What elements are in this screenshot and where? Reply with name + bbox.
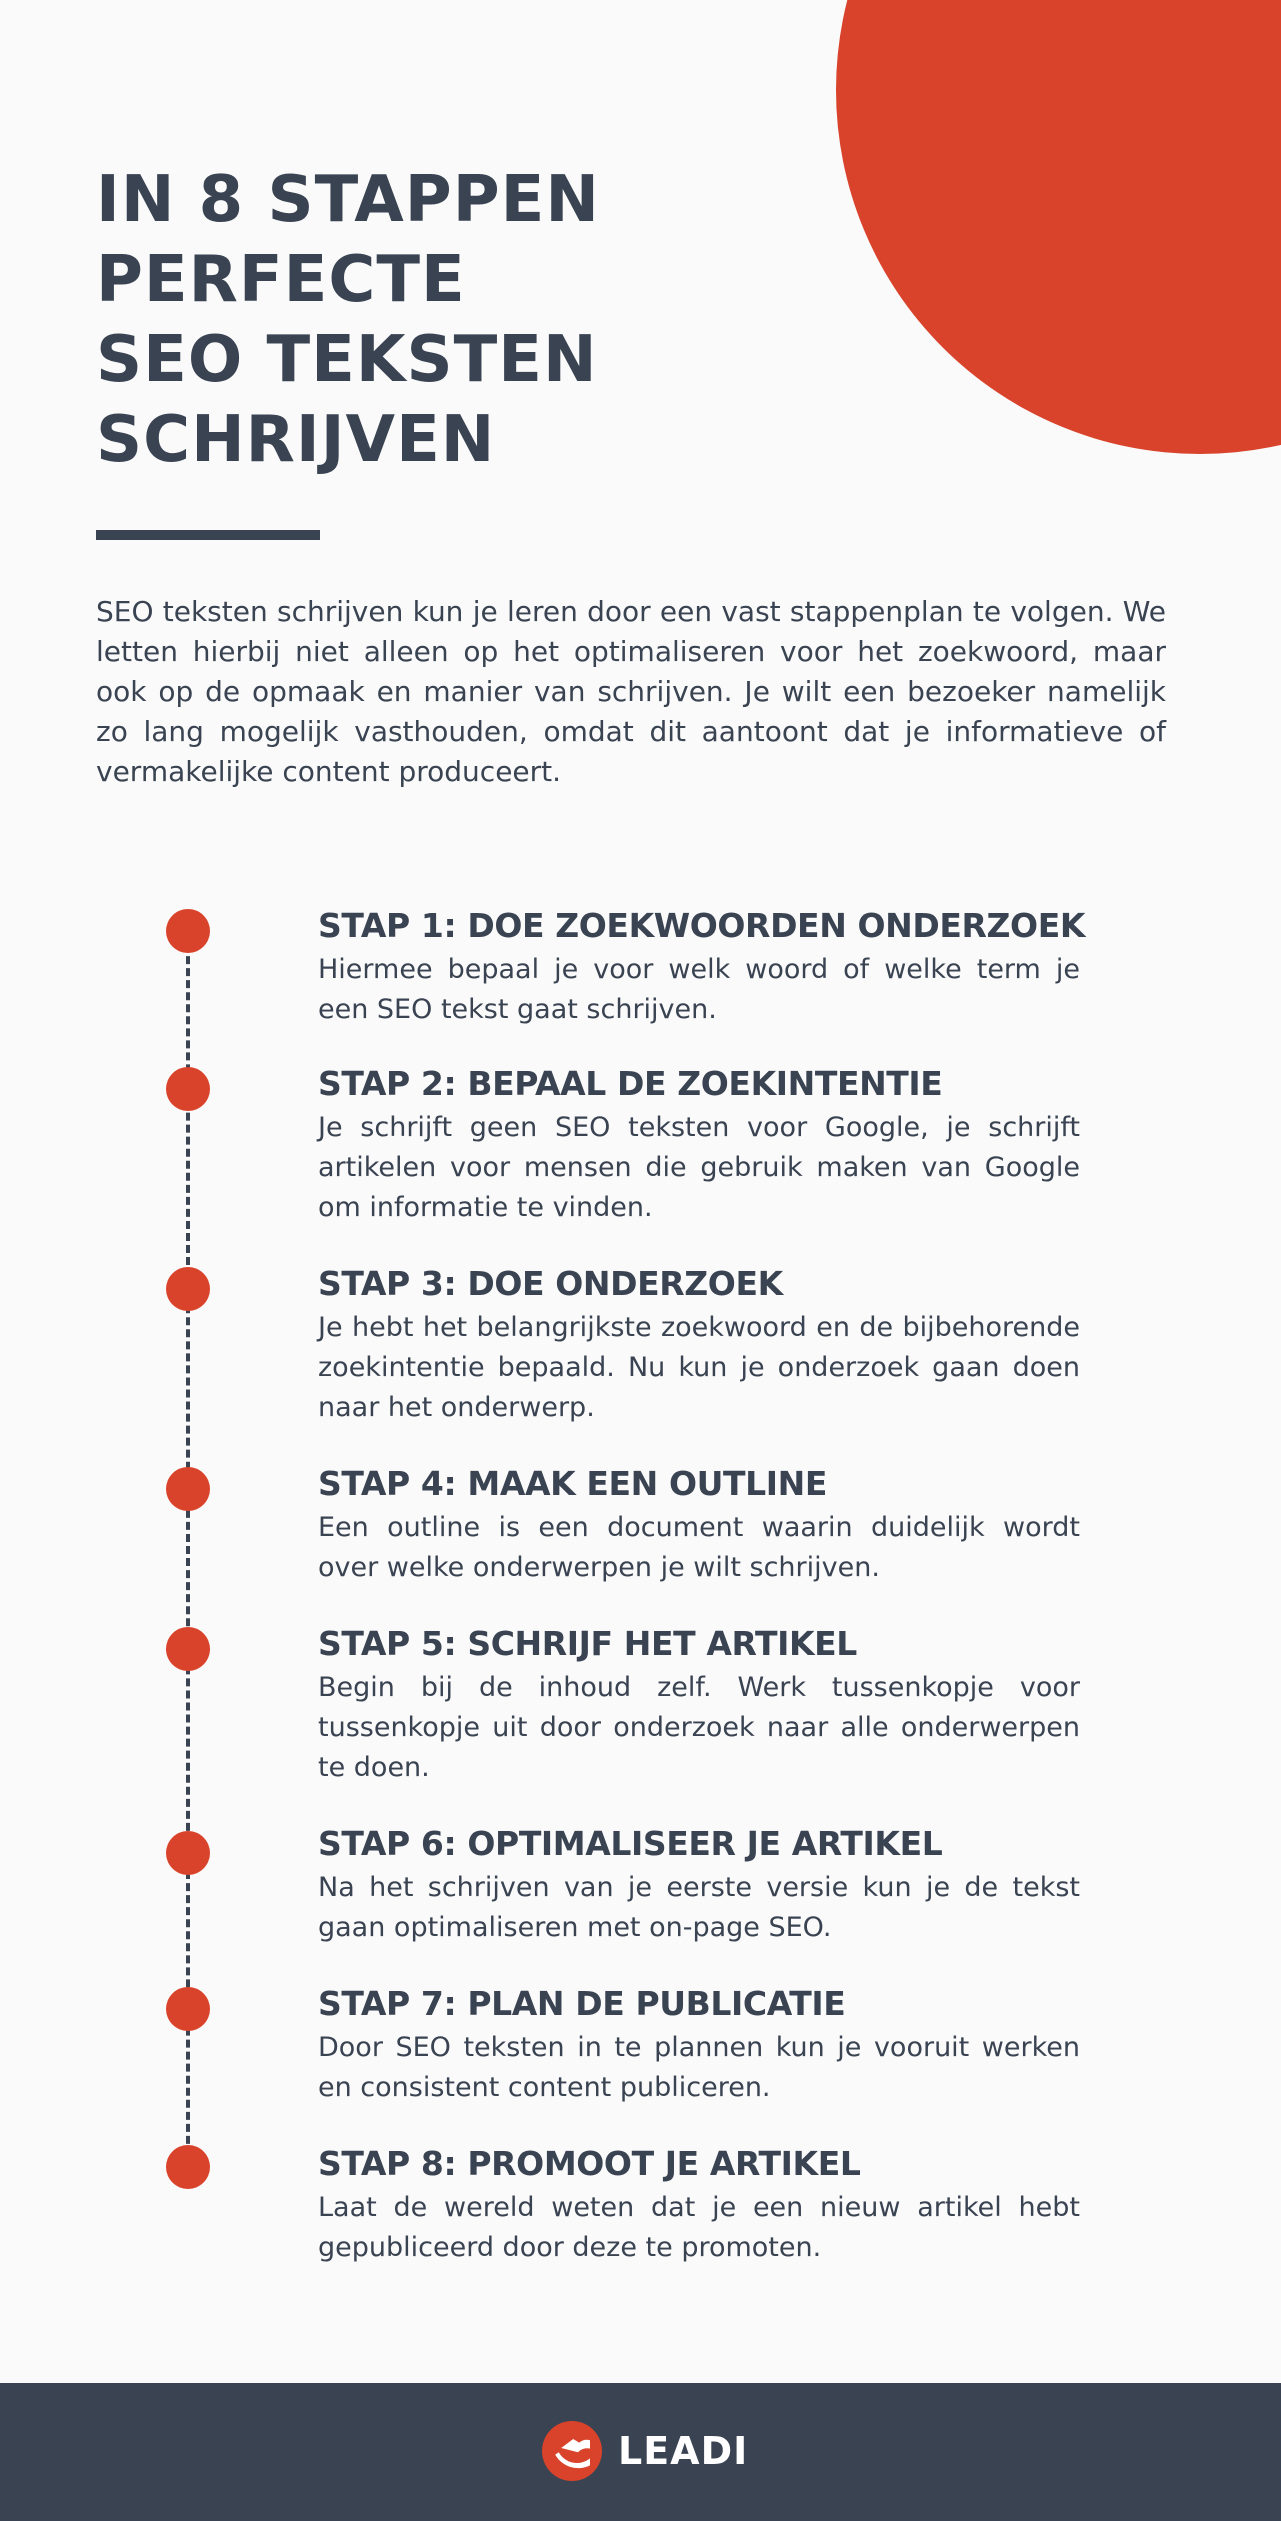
step-text: Een outline is een document waarin duidelijk wordt over welke onderwerpen je wilt schrijven.	[318, 1512, 1080, 1583]
step-text: Door SEO teksten in te plannen kun je vooruit werken en consistent content publiceren.	[318, 2032, 1080, 2103]
step-marker	[166, 1987, 210, 2031]
hero-logo-icon	[836, 0, 1281, 454]
step-title: STAP 2: BEPAAL DE ZOEKINTENTIE	[318, 1064, 943, 1103]
step-4	[318, 1464, 1080, 1588]
leadi-logo-icon	[542, 2421, 602, 2481]
step-text: Je hebt het belangrijkste zoekwoord en de bijbehorende zoekintentie bepaald. Nu kun je onderzoek gaan doen naar het onderwerp.	[318, 1312, 1080, 1423]
step-3	[318, 1264, 1080, 1428]
step-title: STAP 8: PROMOOT JE ARTIKEL	[318, 2144, 861, 2183]
footer	[0, 2383, 1281, 2521]
step-7	[318, 1984, 1080, 2108]
step-marker	[166, 1267, 210, 1311]
step-marker	[166, 1627, 210, 1671]
page-title: IN 8 STAPPEN PERFECTE SEO TEKSTEN SCHRIJVEN	[96, 163, 600, 477]
step-title: STAP 7: PLAN DE PUBLICATIE	[318, 1984, 846, 2023]
step-text: Begin bij de inhoud zelf. Werk tussenkopje voor tussenkopje uit door onderzoek naar alle onderwerpen te doen.	[318, 1672, 1080, 1783]
timeline-line	[186, 932, 190, 2168]
title-underline	[96, 530, 320, 540]
step-title: STAP 5: SCHRIJF HET ARTIKEL	[318, 1624, 857, 1663]
step-text: Je schrijft geen SEO teksten voor Google, je schrijft artikelen voor mensen die gebruik maken van Google om informatie te vinden.	[318, 1112, 1080, 1223]
step-8	[318, 2144, 1080, 2268]
step-6	[318, 1824, 1080, 1948]
step-marker	[166, 1067, 210, 1111]
step-text: Laat de wereld weten dat je een nieuw artikel hebt gepubliceerd door deze te promoten.	[318, 2192, 1080, 2263]
step-1	[318, 906, 1086, 1030]
footer-logo[interactable]	[542, 2421, 748, 2481]
step-marker	[166, 2145, 210, 2189]
footer-brand: LEADI	[618, 2429, 749, 2473]
step-text: Hiermee bepaal je voor welk woord of welke term je een SEO tekst gaat schrijven.	[318, 954, 1080, 1025]
step-title: STAP 6: OPTIMALISEER JE ARTIKEL	[318, 1824, 943, 1863]
intro-paragraph: SEO teksten schrijven kun je leren door een vast stappenplan te volgen. We letten hierbij niet alleen op het optimaliseren voor het zoekwoord, maar ook op de opmaak en manier van schrijven. Je wilt een bezoeker namelijk zo lang mogelijk vasthouden, omdat dit aantoont dat je informatieve of vermakelijke content produceert.	[96, 595, 1166, 788]
step-5	[318, 1624, 1080, 1788]
step-marker	[166, 1467, 210, 1511]
step-2	[318, 1064, 1080, 1228]
step-marker	[166, 909, 210, 953]
step-text: Na het schrijven van je eerste versie kun je de tekst gaan optimaliseren met on-page SEO.	[318, 1872, 1080, 1943]
step-marker	[166, 1831, 210, 1875]
step-title: STAP 4: MAAK EEN OUTLINE	[318, 1464, 827, 1503]
step-title: STAP 3: DOE ONDERZOEK	[318, 1264, 783, 1303]
step-title: STAP 1: DOE ZOEKWOORDEN ONDERZOEK	[318, 906, 1086, 945]
